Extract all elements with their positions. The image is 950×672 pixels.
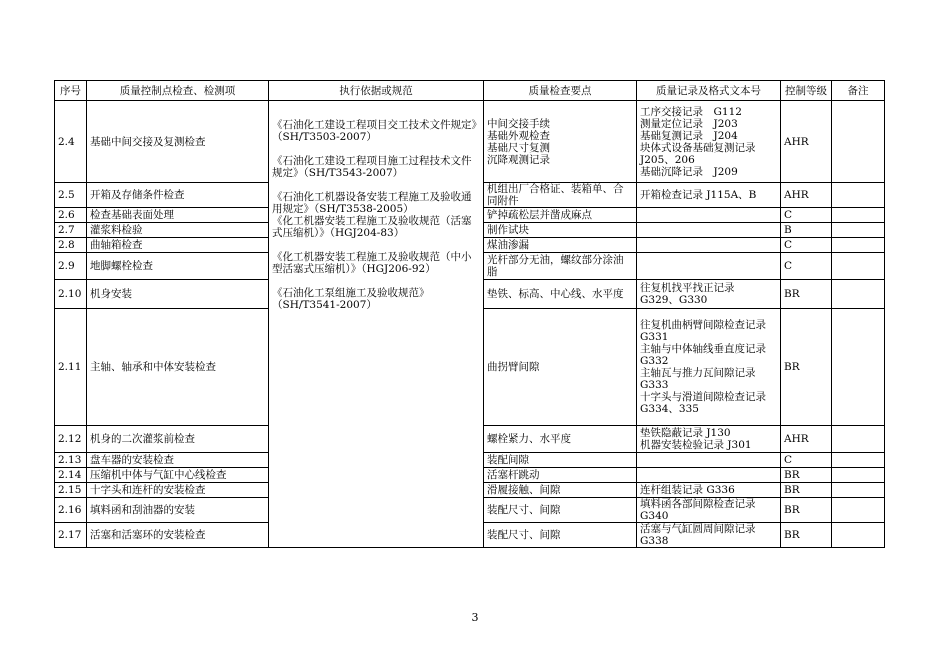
table-body	[55, 101, 885, 548]
header-item: 质量控制点检查、检测项	[87, 81, 269, 101]
cell-points: 光杆部分无油，螺纹部分涂油脂	[484, 253, 637, 280]
cell-item: 压缩机中体与气缸中心线检查	[87, 468, 269, 483]
cell-level: AHR	[781, 101, 832, 183]
cell-no: 2.7	[55, 223, 87, 238]
cell-no: 2.10	[55, 280, 87, 309]
cell-points: 曲拐臂间隙	[484, 309, 637, 426]
cell-remark	[832, 280, 885, 309]
cell-item: 灌浆料检验	[87, 223, 269, 238]
cell-remark	[832, 309, 885, 426]
cell-points: 中间交接手续 基础外观检查 基础尺寸复测 沉降观测记录	[484, 101, 637, 183]
cell-points: 装配尺寸、间隙	[484, 523, 637, 548]
cell-points: 垫铁、标高、中心线、水平度	[484, 280, 637, 309]
cell-level: BR	[781, 309, 832, 426]
cell-records: 活塞与气缸圆周间隙记录G338	[637, 523, 781, 548]
cell-level: C	[781, 238, 832, 253]
cell-level: BR	[781, 523, 832, 548]
cell-points: 铲掉疏松层并凿成麻点	[484, 208, 637, 223]
cell-item: 机身安装	[87, 280, 269, 309]
cell-records: 开箱检查记录 J115A、B	[637, 183, 781, 208]
cell-points: 煤油渗漏	[484, 238, 637, 253]
cell-no: 2.8	[55, 238, 87, 253]
quality-control-table	[54, 80, 885, 548]
cell-remark	[832, 498, 885, 523]
cell-level: BR	[781, 483, 832, 498]
cell-points: 装配间隙	[484, 453, 637, 468]
cell-records	[637, 238, 781, 253]
cell-no: 2.17	[55, 523, 87, 548]
cell-item: 检查基础表面处理	[87, 208, 269, 223]
cell-remark	[832, 453, 885, 468]
cell-item: 活塞和活塞环的安装检查	[87, 523, 269, 548]
cell-records: 连杆组装记录 G336	[637, 483, 781, 498]
cell-level: BR	[781, 468, 832, 483]
cell-no: 2.6	[55, 208, 87, 223]
cell-level: C	[781, 253, 832, 280]
cell-item: 机身的二次灌浆前检查	[87, 426, 269, 453]
cell-item: 曲轴箱检查	[87, 238, 269, 253]
cell-remark	[832, 426, 885, 453]
page-number: 3	[471, 611, 479, 624]
cell-remark	[832, 238, 885, 253]
cell-remark	[832, 468, 885, 483]
cell-no: 2.13	[55, 453, 87, 468]
cell-level: C	[781, 453, 832, 468]
cell-level: BR	[781, 280, 832, 309]
cell-remark	[832, 483, 885, 498]
cell-no: 2.12	[55, 426, 87, 453]
cell-points: 机组出厂合格证、装箱单、合同附件	[484, 183, 637, 208]
header-records: 质量记录及格式文本号	[637, 81, 781, 101]
header-points: 质量检查要点	[484, 81, 637, 101]
cell-points: 活塞杆跳动	[484, 468, 637, 483]
cell-level: C	[781, 208, 832, 223]
header-spec: 执行依据或规范	[269, 81, 484, 101]
cell-points: 滑履接触、间隙	[484, 483, 637, 498]
cell-no: 2.11	[55, 309, 87, 426]
cell-records	[637, 208, 781, 223]
cell-remark	[832, 101, 885, 183]
cell-no: 2.14	[55, 468, 87, 483]
header-no: 序号	[55, 81, 87, 101]
cell-item: 开箱及存储条件检查	[87, 183, 269, 208]
cell-level: AHR	[781, 183, 832, 208]
cell-records	[637, 468, 781, 483]
table-row	[55, 101, 885, 183]
cell-records	[637, 223, 781, 238]
cell-item: 主轴、轴承和中体安装检查	[87, 309, 269, 426]
cell-no: 2.15	[55, 483, 87, 498]
header-level: 控制等级	[781, 81, 832, 101]
cell-spec: 《石油化工建设工程项目交工技术文件规定》（SH/T3503-2007） 《石油化工建设工程项目施工过程技术文件规定》（SH/T3543-2007） 《石油化工机器设备安装工程施工及验收通用规定》（SH/T3538-2005） 《化工机器安装工程施工及验收规范（活塞式压缩机）》（HGJ204-83） 《化工机器安装工程施工及验收规范（中小型活塞式压缩机）》（HGJ206-92） 《石油化工泵组施工及验收规范》（SH/T3541-2007）	[269, 101, 484, 548]
cell-remark	[832, 523, 885, 548]
cell-no: 2.16	[55, 498, 87, 523]
cell-records: 工序交接记录 G112 测量定位记录 J203 基础复测记录 J204 块体式设备基础复测记录J205、206 基础沉降记录 J209	[637, 101, 781, 183]
cell-remark	[832, 183, 885, 208]
cell-no: 2.9	[55, 253, 87, 280]
cell-remark	[832, 223, 885, 238]
cell-no: 2.5	[55, 183, 87, 208]
header-remark: 备注	[832, 81, 885, 101]
cell-level: BR	[781, 498, 832, 523]
cell-records: 垫铁隐蔽记录 J130 机器安装检验记录 J301	[637, 426, 781, 453]
cell-level: AHR	[781, 426, 832, 453]
cell-remark	[832, 208, 885, 223]
cell-no: 2.4	[55, 101, 87, 183]
cell-records: 往复机找平找正记录 G329、G330	[637, 280, 781, 309]
cell-records	[637, 453, 781, 468]
cell-item: 基础中间交接及复测检查	[87, 101, 269, 183]
cell-records: 往复机曲柄臂间隙检查记录G331 主轴与中体轴线垂直度记录G332 主轴瓦与推力瓦间隙记录G333 十字头与滑道间隙检查记录G334、335	[637, 309, 781, 426]
cell-points: 装配尺寸、间隙	[484, 498, 637, 523]
cell-records: 填料函各部间隙检查记录G340	[637, 498, 781, 523]
cell-item: 盘车器的安装检查	[87, 453, 269, 468]
cell-item: 填料函和刮油器的安装	[87, 498, 269, 523]
table-header-row	[55, 81, 885, 101]
cell-points: 制作试块	[484, 223, 637, 238]
cell-item: 十字头和连杆的安装检查	[87, 483, 269, 498]
cell-item: 地脚螺栓检查	[87, 253, 269, 280]
cell-level: B	[781, 223, 832, 238]
cell-points: 螺栓紧力、水平度	[484, 426, 637, 453]
cell-records	[637, 253, 781, 280]
cell-remark	[832, 253, 885, 280]
